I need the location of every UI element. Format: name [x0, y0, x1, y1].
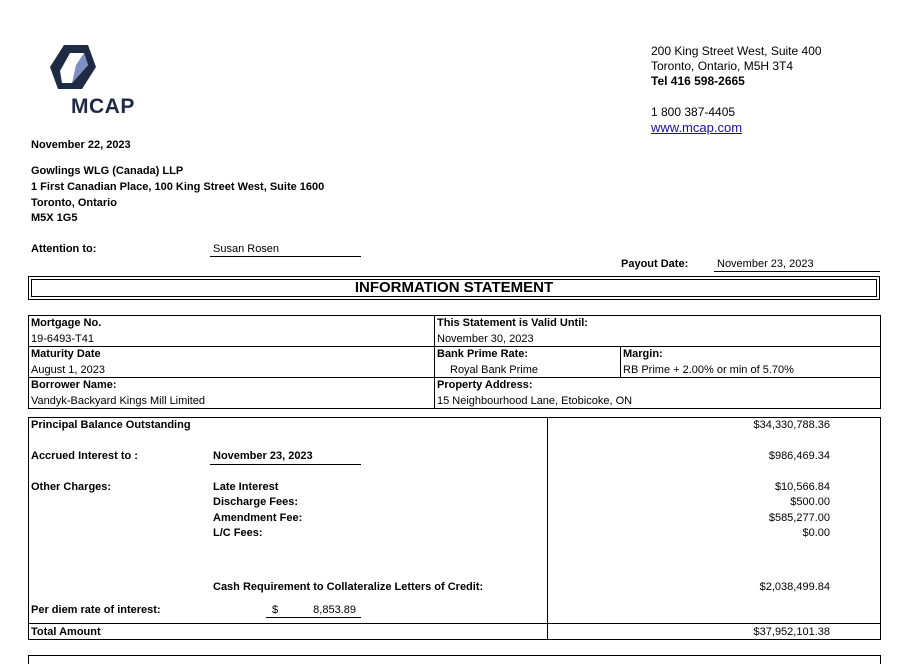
- late-interest-label: Late Interest: [213, 481, 279, 493]
- address-line-1: 200 King Street West, Suite 400: [651, 44, 822, 58]
- attention-underline: [210, 256, 361, 257]
- recipient-city: Toronto, Ontario: [31, 197, 117, 209]
- margin-value: RB Prime + 2.00% or min of 5.70%: [623, 364, 794, 376]
- valid-until-label: This Statement is Valid Until:: [437, 317, 588, 329]
- table-column-divider: [434, 316, 435, 408]
- accrued-interest-date: November 23, 2023: [213, 450, 313, 462]
- total-row-divider: [29, 623, 880, 624]
- toll-free-number: 1 800 387-4405: [651, 105, 736, 119]
- per-diem-underline: [266, 617, 361, 618]
- mortgage-info-table: [28, 315, 881, 409]
- amendment-fee-label: Amendment Fee:: [213, 512, 303, 524]
- next-section-border: [28, 655, 881, 656]
- attention-label: Attention to:: [31, 243, 97, 255]
- attention-value: Susan Rosen: [213, 243, 280, 255]
- recipient-name: Gowlings WLG (Canada) LLP: [31, 165, 184, 177]
- property-address-value: 15 Neighbourhood Lane, Etobicoke, ON: [437, 395, 633, 407]
- maturity-date-label: Maturity Date: [31, 348, 101, 360]
- payout-date-underline: [714, 271, 880, 272]
- mortgage-no-value: 19-6493-T41: [31, 333, 94, 345]
- table-column-divider: [620, 346, 621, 377]
- website-link[interactable]: www.mcap.com: [651, 120, 743, 135]
- prime-rate-label: Bank Prime Rate:: [437, 348, 529, 360]
- payout-date-label: Payout Date:: [621, 258, 689, 270]
- other-charges-label: Other Charges:: [31, 481, 112, 493]
- discharge-fees-label: Discharge Fees:: [213, 496, 298, 508]
- accrued-date-underline: [210, 464, 361, 465]
- table-row-divider: [29, 346, 880, 347]
- accrued-interest-amount: $986,469.34: [768, 450, 830, 462]
- total-amount-value: $37,952,101.38: [753, 626, 830, 638]
- next-section-border: [28, 655, 29, 664]
- payout-date-value: November 23, 2023: [717, 258, 814, 270]
- mortgage-no-label: Mortgage No.: [31, 317, 102, 329]
- total-amount-label: Total Amount: [31, 626, 101, 638]
- lc-fees-amount: $0.00: [802, 527, 830, 539]
- principal-label: Principal Balance Outstanding: [31, 419, 191, 431]
- property-address-label: Property Address:: [437, 379, 533, 391]
- telephone: Tel 416 598-2665: [651, 74, 745, 88]
- maturity-date-value: August 1, 2023: [31, 364, 106, 376]
- per-diem-label: Per diem rate of interest:: [31, 604, 161, 616]
- per-diem-amount: 8,853.89: [313, 604, 356, 616]
- statement-date: November 22, 2023: [31, 139, 131, 151]
- recipient-street: 1 First Canadian Place, 100 King Street West, Suite 1600: [31, 181, 325, 193]
- logo-wordmark: MCAP: [71, 95, 135, 118]
- address-line-2: Toronto, Ontario, M5H 3T4: [651, 59, 794, 73]
- valid-until-value: November 30, 2023: [437, 333, 534, 345]
- prime-rate-value: Royal Bank Prime: [450, 364, 539, 376]
- accrued-interest-label: Accrued Interest to :: [31, 450, 138, 462]
- cash-requirement-label: Cash Requirement to Collateralize Letters of Credit:: [213, 581, 484, 593]
- late-interest-amount: $10,566.84: [774, 481, 830, 493]
- borrower-name-label: Borrower Name:: [31, 379, 117, 391]
- table-row-divider: [29, 377, 880, 378]
- discharge-fees-amount: $500.00: [790, 496, 830, 508]
- per-diem-currency: $: [272, 604, 279, 616]
- lc-fees-label: L/C Fees:: [213, 527, 263, 539]
- borrower-name-value: Vandyk-Backyard Kings Mill Limited: [31, 395, 206, 407]
- principal-amount: $34,330,788.36: [753, 419, 830, 431]
- cash-requirement-amount: $2,038,499.84: [759, 581, 830, 593]
- title-box: [28, 276, 880, 300]
- amendment-fee-amount: $585,277.00: [768, 512, 830, 524]
- recipient-postal: M5X 1G5: [31, 212, 78, 224]
- amounts-column-divider: [547, 418, 548, 640]
- margin-label: Margin:: [623, 348, 663, 360]
- document-title: INFORMATION STATEMENT: [31, 279, 877, 297]
- next-section-border: [880, 655, 881, 664]
- mcap-logo-icon: [50, 43, 96, 91]
